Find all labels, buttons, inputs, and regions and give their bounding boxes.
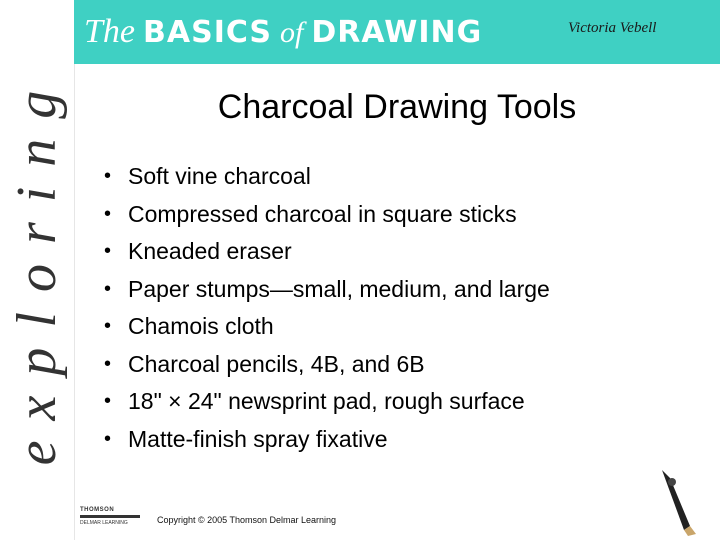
list-item [104,383,550,421]
bullet-marker: • [104,315,112,338]
author-name: Victoria Vebell [568,20,657,36]
copyright-notice: Copyright © 2005 Thomson Delmar Learning [157,515,337,525]
list-item-text: Paper stumps—small, medium, and large [128,275,550,302]
list-item [104,271,550,309]
bullet-list [104,158,550,458]
book-title-drawing: DRAWING [311,15,483,50]
list-item-text: Charcoal pencils, 4B, and 6B [128,350,425,377]
list-item-text: Kneaded eraser [128,238,292,265]
publisher-logo-name: THOMSON [80,507,115,513]
publisher-logo-subtitle: DELMAR LEARNING [80,520,128,526]
bullet-marker: • [104,390,112,413]
slide-title: Charcoal Drawing Tools [217,88,577,126]
list-item-text: Matte-finish spray fixative [128,425,388,452]
publisher-logo [80,507,152,526]
list-item-text: 18" × 24" newsprint pad, rough surface [128,388,525,415]
bullet-marker: • [104,427,112,450]
bullet-marker: • [104,352,112,375]
sidebar [0,0,75,540]
publisher-logo-bar [80,515,140,518]
bullet-marker: • [104,277,112,300]
list-item [104,421,550,459]
list-item [104,196,550,234]
bullet-marker: • [104,240,112,263]
header-banner [74,0,720,64]
book-title-the: The [84,13,135,50]
charcoal-pencil-icon [650,468,718,538]
sidebar-vertical-word: exploring [6,70,68,466]
list-item-text: Soft vine charcoal [128,163,311,190]
bullet-marker: • [104,165,112,188]
bullet-marker: • [104,202,112,225]
list-item [104,158,550,196]
list-item [104,346,550,384]
list-item [104,233,550,271]
book-title-basics: BASICS [143,15,273,50]
list-item-text: Compressed charcoal in square sticks [128,200,517,227]
book-title-of: of [280,16,304,49]
book-title [84,10,482,60]
list-item-text: Chamois cloth [128,313,274,340]
list-item [104,308,550,346]
